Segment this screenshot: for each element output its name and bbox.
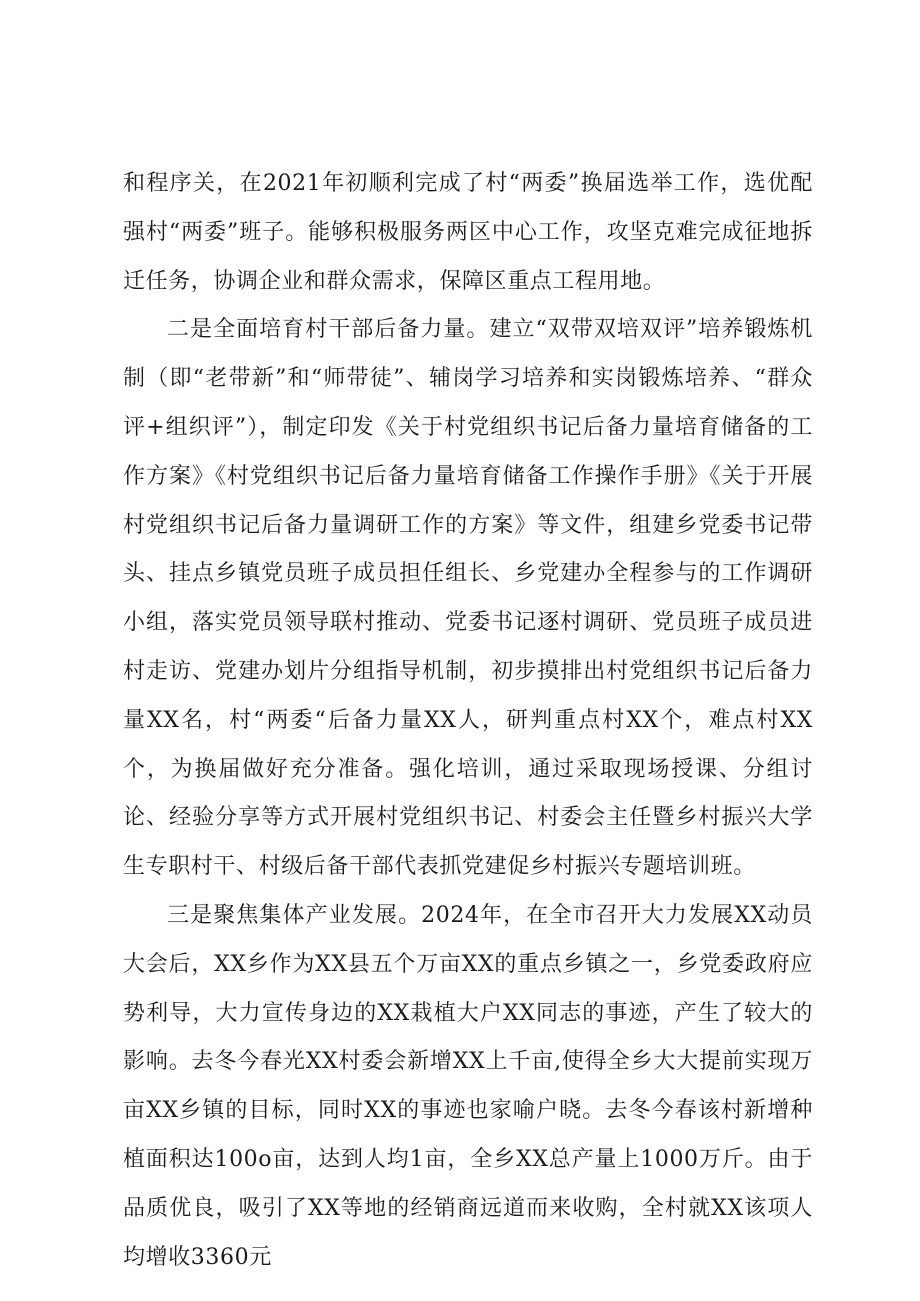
document-body: [123, 160, 813, 1282]
paragraph-continuation: 和程序关，在2021年初顺利完成了村“两委”换届选举工作，选优配强村“两委”班子。能够积极服务两区中心工作，攻坚克难完成征地拆迁任务，协调企业和群众需求，保障区重点工程用地。: [123, 171, 813, 294]
paragraph-collective-industry: 三是聚焦集体产业发展。2024年，在全市召开大力发展XX动员大会后，XX乡作为XX县五个万亩XX的重点乡镇之一，乡党委政府应势利导，大力宣传身边的XX栽植大户XX同志的事迹，产生了较大的影响。去冬今春光XX村委会新增XX上千亩,使得全乡大大提前实现万亩XX乡镇的目标，同时XX的事迹也家喻户晓。去冬今春该村新增种植面积达100o亩，达到人均1亩，全乡XX总产量上1000万斤。由于品质优良，吸引了XX等地的经销商远道而来收购，全村就XX该项人均增收3360元: [123, 902, 813, 1270]
paragraph-cadre-reserve: 二是全面培育村干部后备力量。建立“双带双培双评”培养锻炼机制（即“老带新”和“师带徒”、辅岗学习培养和实岗锻炼培养、“群众评+组织评”），制定印发《关于村党组织书记后备力量培育储备的工作方案》《村党组织书记后备力量培育储备工作操作手册》《关于开展村党组织书记后备力量调研工作的方案》等文件，组建乡党委书记带头、挂点乡镇党员班子成员担任组长、乡党建办全程参与的工作调研小组，落实党员领导联村推动、党委书记逐村调研、党员班子成员进村走访、党建办划片分组指导机制，初步摸排出村党组织书记后备力量XX名，村“两委“后备力量XX人，研判重点村XX个，难点村XX个，为换届做好充分准备。强化培训，通过采取现场授课、分组讨论、经验分享等方式开展村党组织书记、村委会主任暨乡村振兴大学生专职村干、村级后备干部代表抓党建促乡村振兴专题培训班。: [123, 317, 813, 880]
